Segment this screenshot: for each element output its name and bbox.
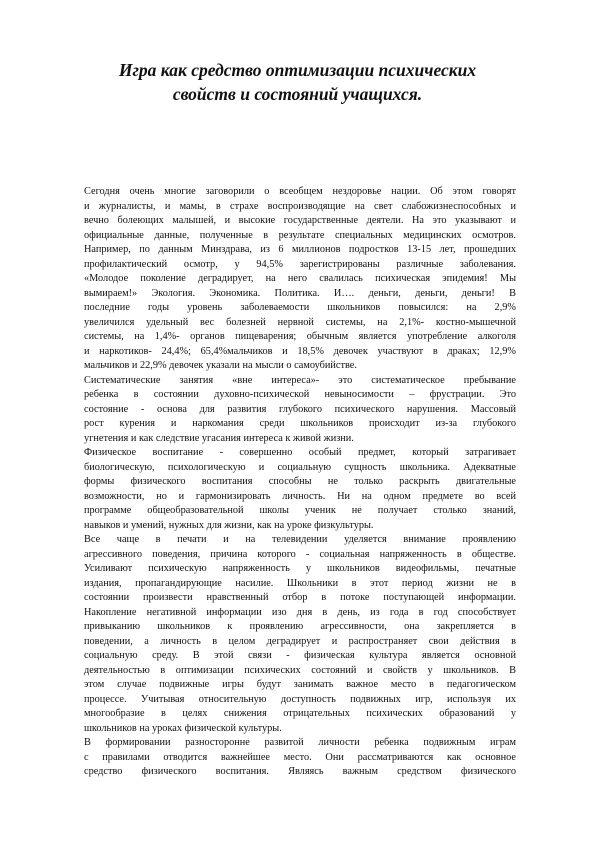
text-line: Систематические занятия «вне интереса»- это систематическое пребывание bbox=[84, 374, 516, 386]
text-line: последние годы уровень заболеваемости школьников повысился: на 2,9% bbox=[84, 302, 516, 313]
text-line: этом случае подвижные игры будут занимать важное место в педагогическом bbox=[84, 679, 516, 690]
paragraph bbox=[84, 533, 516, 736]
text-line: процессе. Учитывая относительную доступность подвижных игр, используя их bbox=[84, 693, 516, 705]
text-line: возможности, но и гармонизировать личность. Ни на одном предмете во всей bbox=[84, 490, 516, 502]
text-line: социальную среду. В этой связи - физическая культура является основной bbox=[84, 650, 516, 661]
text-line: издания, пропагандирующие насилие. Школьники в этот период жизни не в bbox=[84, 577, 516, 589]
paragraph bbox=[84, 446, 516, 533]
text-line: угнетения и как следствие угасания интереса к живой жизни. bbox=[84, 432, 354, 444]
text-line: мальчиков и 22,9% девочек указали на мысли о самоубийстве. bbox=[84, 360, 357, 371]
text-line: формы физического воспитания способны не только раскрыть двигательные bbox=[84, 476, 516, 487]
text-line: поведении, а личность в целом деградирует и распространяет свои действия в bbox=[84, 635, 516, 647]
text-line: Физическое воспитание - совершенно особый предмет, который затрагивает bbox=[84, 447, 516, 458]
text-line: Сегодня очень многие заговорили о всеобщем нездоровье нации. Об этом говорят bbox=[84, 186, 516, 197]
text-line: официальные данные, полученные в результате специальных медицинских осмотров. bbox=[84, 229, 516, 241]
text-line: Например, по данным Минздрава, из 6 миллионов подростков 13-15 лет, прошедших bbox=[84, 244, 516, 255]
paragraph bbox=[84, 374, 516, 447]
document-body bbox=[84, 185, 516, 780]
text-line: и журналисты, и мамы, в страхе воспроизводящие на свет слабожизнеспособных и bbox=[84, 200, 516, 212]
title-line-2: свойств и состояний учащихся. bbox=[172, 84, 423, 104]
text-line: системы, на 1,4%- органов пищеварения; обычным является употребление алкоголя bbox=[84, 331, 516, 342]
text-line: программе общеобразовательной школы ученик не получает столько знаний, bbox=[84, 505, 516, 516]
text-line: профилактический осмотр, у 94,5% зарегистрированы различные заболевания. bbox=[84, 258, 516, 270]
text-line: вечно болеющих малышей, и высокие государственные деятели. На это указывают и bbox=[84, 215, 516, 226]
text-line: состояние - основа для развития глубокого психического нарушения. Массовый bbox=[84, 403, 516, 415]
text-line: состоянии произвести нравственный отбор в потоке поступающей информации. bbox=[84, 592, 516, 603]
text-line: и наркотиков- 24,4%; 65,4%мальчиков и 18,5% девочек участвуют в драках; 12,9% bbox=[84, 345, 516, 357]
text-line: многообразие в целях снижения отрицательных психических образований у bbox=[84, 708, 516, 719]
text-line: рост курения и наркомания среди школьников происходит из-за глубокого bbox=[84, 418, 516, 429]
document-title bbox=[60, 58, 535, 106]
text-line: Все чаще в печати и на телевидении уделяется внимание проявлению bbox=[84, 534, 516, 545]
text-line: «Молодое поколение деградирует, на него свалилась психическая эпидемия! Мы bbox=[84, 273, 516, 284]
text-line: биологическую, психологическую и социальную сущность школьника. Адекватные bbox=[84, 461, 516, 473]
text-line: деятельностью в оптимизации психических состояний и свойств у школьников. В bbox=[84, 664, 516, 676]
title-line-1: Игра как средство оптимизации психических bbox=[118, 60, 477, 80]
text-line: привыканию школьников к проявлению агрессивности, она закрепляется в bbox=[84, 621, 516, 632]
text-line: вымираем!» Экология. Экономика. Политика. И…. деньги, деньги, деньги! В bbox=[84, 287, 516, 299]
text-line: средство физического воспитания. Являясь важным средством физического bbox=[84, 766, 516, 777]
text-line: ребенка в состоянии духовно-психической невыносимости – фрустрации. Это bbox=[84, 389, 516, 400]
text-line: школьников на уроках физической культуры. bbox=[84, 722, 282, 734]
text-line: агрессивного поведения, причина которого - социальная напряженность в обществе. bbox=[84, 548, 516, 560]
text-line: В формировании разносторонне развитой личности ребенка подвижным играм bbox=[84, 737, 516, 748]
text-line: увеличился удельный вес болезней нервной системы, на 2,1%- костно-мышечной bbox=[84, 316, 516, 328]
paragraph bbox=[84, 736, 516, 780]
text-line: Усиливают психическую напряженность у школьников видеофильмы, печатные bbox=[84, 563, 516, 574]
paragraph bbox=[84, 185, 516, 374]
text-line: Накопление негативной информации изо дня в день, из года в год способствует bbox=[84, 606, 516, 618]
text-line: с правилами отводится важнейшее место. Они рассматриваются как основное bbox=[84, 751, 516, 763]
text-line: навыков и умений, нужных для жизни, как на уроке физкультуры. bbox=[84, 519, 374, 531]
